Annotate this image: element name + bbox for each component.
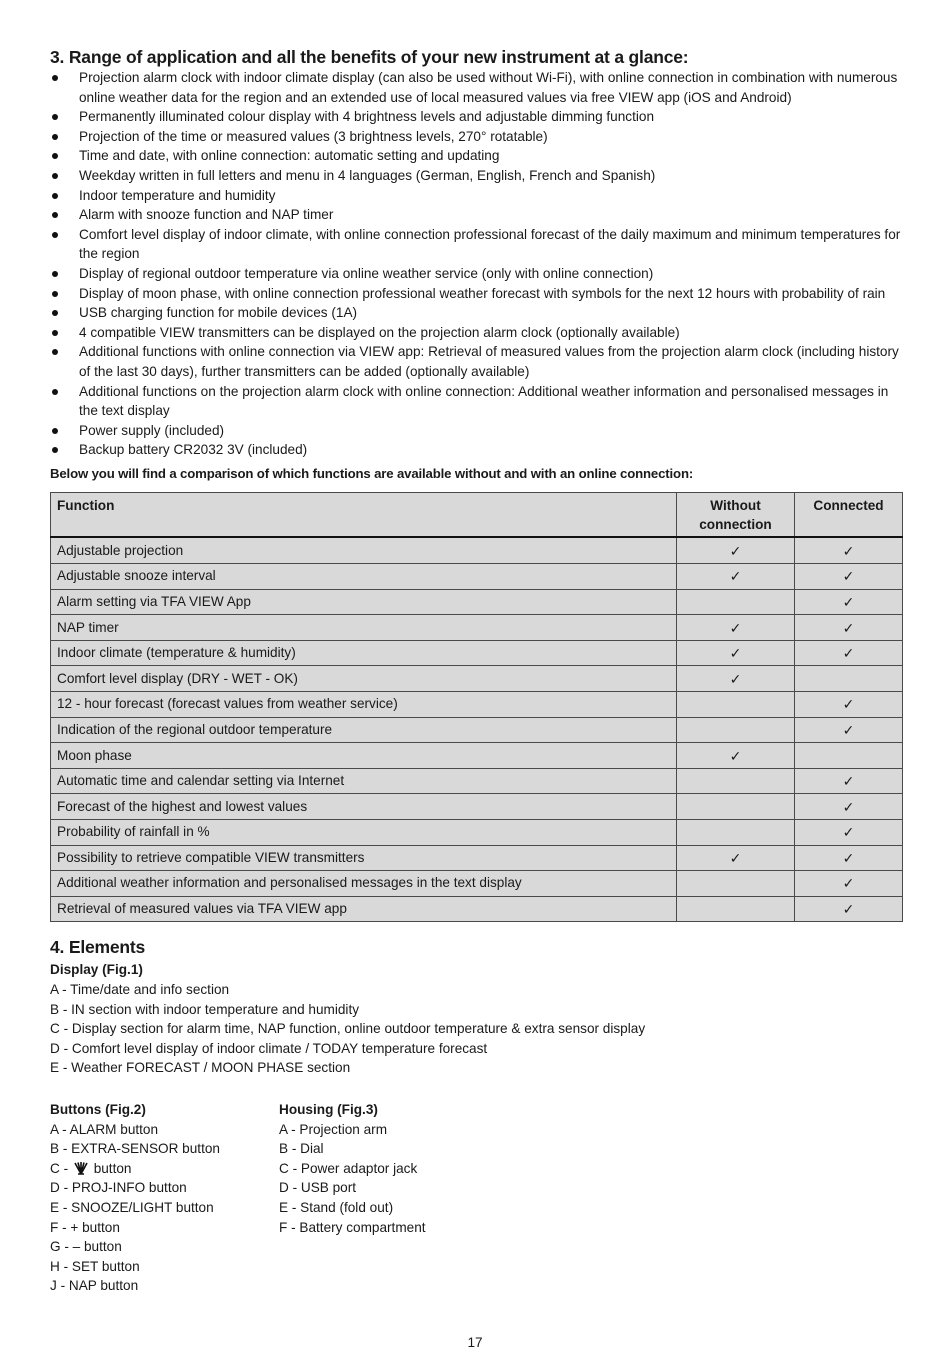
housing-item bbox=[279, 1159, 679, 1179]
header-without-connection: Without connection bbox=[677, 493, 795, 538]
function-cell: Alarm setting via TFA VIEW App bbox=[51, 589, 677, 615]
housing-item-text: A - Projection arm bbox=[279, 1121, 388, 1137]
without-connection-cell bbox=[677, 537, 795, 563]
table-row bbox=[51, 820, 903, 846]
connected-cell bbox=[795, 794, 903, 820]
check-icon: ✓ bbox=[842, 619, 855, 636]
button-item bbox=[50, 1120, 279, 1140]
function-cell: Comfort level display (DRY - WET - OK) bbox=[51, 666, 677, 692]
bullet-dot-icon bbox=[52, 447, 58, 453]
display-item bbox=[50, 1039, 902, 1059]
housing-item-text: D - USB port bbox=[279, 1180, 357, 1196]
without-connection-cell bbox=[677, 692, 795, 718]
comparison-table bbox=[50, 492, 903, 922]
table-row bbox=[51, 896, 903, 922]
table-row bbox=[51, 794, 903, 820]
section-4-title: 4. Elements bbox=[50, 937, 146, 958]
bullet-dot-icon bbox=[52, 114, 58, 120]
benefit-item bbox=[50, 421, 902, 441]
without-connection-cell bbox=[677, 794, 795, 820]
without-connection-cell bbox=[677, 845, 795, 871]
housing-item bbox=[279, 1218, 679, 1238]
check-icon: ✓ bbox=[842, 849, 855, 866]
without-connection-cell bbox=[677, 615, 795, 641]
benefit-item bbox=[50, 127, 902, 147]
bullet-dot-icon bbox=[52, 212, 58, 218]
without-connection-cell bbox=[677, 666, 795, 692]
table-row bbox=[51, 845, 903, 871]
benefit-text: Additional functions on the projection alarm clock with online connection: Additional weather information and personalised messages in the text display bbox=[79, 383, 889, 419]
benefit-text: Permanently illuminated colour display with 4 brightness levels and adjustable dimming function bbox=[79, 109, 655, 125]
bullet-dot-icon bbox=[52, 232, 58, 238]
without-connection-cell bbox=[677, 896, 795, 922]
buttons-column bbox=[50, 1098, 279, 1296]
display-item bbox=[50, 1019, 902, 1039]
function-cell: Retrieval of measured values via TFA VIEW app bbox=[51, 896, 677, 922]
benefit-text: Display of regional outdoor temperature via online weather service (only with online connection) bbox=[79, 265, 654, 281]
housing-item-text: C - Power adaptor jack bbox=[279, 1160, 418, 1176]
table-row bbox=[51, 666, 903, 692]
connected-cell bbox=[795, 871, 903, 897]
benefit-text: Power supply (included) bbox=[79, 422, 225, 438]
housing-item-text: E - Stand (fold out) bbox=[279, 1199, 394, 1215]
display-heading: Display (Fig.1) bbox=[50, 962, 143, 978]
housing-item bbox=[279, 1198, 679, 1218]
display-item-text: E - Weather FORECAST / MOON PHASE section bbox=[50, 1060, 351, 1076]
benefit-item bbox=[50, 107, 902, 127]
check-icon: ✓ bbox=[842, 593, 855, 610]
button-item bbox=[50, 1198, 279, 1218]
benefit-item bbox=[50, 225, 902, 264]
benefit-item bbox=[50, 303, 902, 323]
connected-cell bbox=[795, 666, 903, 692]
connected-cell bbox=[795, 589, 903, 615]
benefit-item bbox=[50, 68, 902, 107]
benefit-item bbox=[50, 146, 902, 166]
projection-rotate-icon bbox=[72, 1161, 90, 1175]
button-item bbox=[50, 1159, 279, 1179]
check-icon: ✓ bbox=[729, 747, 742, 764]
benefit-item bbox=[50, 440, 902, 460]
button-item bbox=[50, 1218, 279, 1238]
button-item-text: F - + button bbox=[50, 1219, 120, 1235]
bullet-dot-icon bbox=[52, 271, 58, 277]
benefit-text: Backup battery CR2032 3V (included) bbox=[79, 442, 308, 458]
function-cell: Adjustable projection bbox=[51, 537, 677, 563]
housing-heading: Housing (Fig.3) bbox=[279, 1101, 378, 1117]
benefit-text: Time and date, with online connection: automatic setting and updating bbox=[79, 148, 500, 164]
housing-item-text: B - Dial bbox=[279, 1141, 324, 1157]
display-item-text: B - IN section with indoor temperature and humidity bbox=[50, 1001, 360, 1017]
button-item-text: J - NAP button bbox=[50, 1278, 139, 1294]
function-cell: Possibility to retrieve compatible VIEW transmitters bbox=[51, 845, 677, 871]
display-item bbox=[50, 1000, 902, 1020]
housing-column bbox=[279, 1098, 679, 1296]
benefit-text: USB charging function for mobile devices (1A) bbox=[79, 305, 358, 321]
housing-item bbox=[279, 1120, 679, 1140]
bullet-dot-icon bbox=[52, 291, 58, 297]
bullet-dot-icon bbox=[52, 349, 58, 355]
button-item-text: B - EXTRA-SENSOR button bbox=[50, 1141, 220, 1157]
benefit-text: Projection of the time or measured values (3 brightness levels, 270° rotatable) bbox=[79, 128, 548, 144]
button-c-suffix: button bbox=[93, 1160, 132, 1176]
function-cell: Probability of rainfall in % bbox=[51, 820, 677, 846]
table-header-row bbox=[51, 493, 903, 538]
button-item-text: C - bbox=[50, 1160, 69, 1176]
benefit-text: Display of moon phase, with online connection professional weather forecast with symbols for the next 12 hours with probability of rain bbox=[79, 285, 886, 301]
check-icon: ✓ bbox=[842, 568, 855, 585]
connected-cell bbox=[795, 820, 903, 846]
check-icon: ✓ bbox=[729, 568, 742, 585]
function-cell: Forecast of the highest and lowest values bbox=[51, 794, 677, 820]
display-item bbox=[50, 1058, 902, 1078]
function-cell: NAP timer bbox=[51, 615, 677, 641]
check-icon: ✓ bbox=[842, 875, 855, 892]
benefit-item bbox=[50, 342, 902, 381]
benefit-item bbox=[50, 382, 902, 421]
function-cell: Indoor climate (temperature & humidity) bbox=[51, 640, 677, 666]
benefit-text: Additional functions with online connection via VIEW app: Retrieval of measured values from the projection alarm clock (including history of the last 30 days), further transmitters can be added (optionally available) bbox=[79, 344, 899, 379]
housing-item-text: F - Battery compartment bbox=[279, 1219, 426, 1235]
function-cell: Moon phase bbox=[51, 743, 677, 769]
benefit-item bbox=[50, 186, 902, 206]
section-4 bbox=[50, 936, 902, 1296]
check-icon: ✓ bbox=[842, 798, 855, 815]
benefit-text: Projection alarm clock with indoor climate display (can also be used without Wi-Fi), with online connection in combination with numerous online weather data for the region and an extended use of local measured values via free VIEW app (iOS and Android) bbox=[79, 70, 898, 105]
table-row bbox=[51, 615, 903, 641]
bullet-dot-icon bbox=[52, 389, 58, 395]
table-row bbox=[51, 564, 903, 590]
comparison-intro: Below you will find a comparison of which functions are available without and with an online connection: bbox=[50, 465, 694, 481]
check-icon: ✓ bbox=[729, 849, 742, 866]
without-connection-cell bbox=[677, 768, 795, 794]
check-icon: ✓ bbox=[842, 542, 855, 559]
page-number: 17 bbox=[467, 1335, 483, 1350]
check-icon: ✓ bbox=[729, 619, 742, 636]
connected-cell bbox=[795, 743, 903, 769]
without-connection-cell bbox=[677, 871, 795, 897]
function-cell: 12 - hour forecast (forecast values from weather service) bbox=[51, 692, 677, 718]
table-row bbox=[51, 589, 903, 615]
table-row bbox=[51, 743, 903, 769]
display-item-text: D - Comfort level display of indoor climate / TODAY temperature forecast bbox=[50, 1040, 488, 1056]
function-cell: Adjustable snooze interval bbox=[51, 564, 677, 590]
bullet-dot-icon bbox=[52, 193, 58, 199]
benefit-text: Indoor temperature and humidity bbox=[79, 187, 276, 203]
benefit-item bbox=[50, 166, 902, 186]
button-item-text: D - PROJ-INFO button bbox=[50, 1180, 187, 1196]
benefits-list bbox=[50, 68, 902, 460]
table-row bbox=[51, 640, 903, 666]
connected-cell bbox=[795, 896, 903, 922]
housing-item bbox=[279, 1178, 679, 1198]
bullet-dot-icon bbox=[52, 428, 58, 434]
bullet-dot-icon bbox=[52, 173, 58, 179]
button-item bbox=[50, 1237, 279, 1257]
header-connected: Connected bbox=[795, 493, 903, 538]
button-item-text: E - SNOOZE/LIGHT button bbox=[50, 1199, 214, 1215]
check-icon: ✓ bbox=[842, 645, 855, 662]
bullet-dot-icon bbox=[52, 75, 58, 81]
check-icon: ✓ bbox=[729, 645, 742, 662]
buttons-heading: Buttons (Fig.2) bbox=[50, 1101, 146, 1117]
section-3-title: 3. Range of application and all the benefits of your new instrument at a glance: bbox=[50, 47, 689, 67]
benefit-item bbox=[50, 323, 902, 343]
header-function: Function bbox=[51, 493, 677, 538]
connected-cell bbox=[795, 537, 903, 563]
benefit-item bbox=[50, 205, 902, 225]
button-item-text: G - – button bbox=[50, 1239, 122, 1255]
button-item bbox=[50, 1178, 279, 1198]
check-icon: ✓ bbox=[842, 773, 855, 790]
connected-cell bbox=[795, 692, 903, 718]
check-icon: ✓ bbox=[842, 696, 855, 713]
connected-cell bbox=[795, 615, 903, 641]
check-icon: ✓ bbox=[729, 542, 742, 559]
bullet-dot-icon bbox=[52, 134, 58, 140]
button-item bbox=[50, 1257, 279, 1277]
housing-list bbox=[279, 1120, 679, 1238]
display-item bbox=[50, 980, 902, 1000]
bullet-dot-icon bbox=[52, 153, 58, 159]
without-connection-cell bbox=[677, 640, 795, 666]
function-cell: Indication of the regional outdoor temperature bbox=[51, 717, 677, 743]
button-item-text: A - ALARM button bbox=[50, 1121, 159, 1137]
function-cell: Additional weather information and personalised messages in the text display bbox=[51, 871, 677, 897]
page-content bbox=[50, 46, 902, 1296]
benefit-text: 4 compatible VIEW transmitters can be displayed on the projection alarm clock (optionally available) bbox=[79, 324, 680, 340]
benefit-text: Weekday written in full letters and menu in 4 languages (German, English, French and Spanish) bbox=[79, 167, 656, 183]
bullet-dot-icon bbox=[52, 330, 58, 336]
connected-cell bbox=[795, 640, 903, 666]
check-icon: ✓ bbox=[729, 670, 742, 687]
button-item bbox=[50, 1276, 279, 1296]
check-icon: ✓ bbox=[842, 721, 855, 738]
button-item bbox=[50, 1139, 279, 1159]
without-connection-cell bbox=[677, 717, 795, 743]
display-item-text: C - Display section for alarm time, NAP function, online outdoor temperature & extra sensor display bbox=[50, 1021, 646, 1037]
benefit-item bbox=[50, 284, 902, 304]
table-row bbox=[51, 871, 903, 897]
display-item-text: A - Time/date and info section bbox=[50, 981, 230, 997]
without-connection-cell bbox=[677, 564, 795, 590]
benefit-text: Alarm with snooze function and NAP timer bbox=[79, 207, 334, 223]
without-connection-cell bbox=[677, 820, 795, 846]
table-row bbox=[51, 768, 903, 794]
benefit-text: Comfort level display of indoor climate, with online connection professional forecast of the daily maximum and minimum temperatures for the region bbox=[79, 226, 901, 262]
table-row bbox=[51, 692, 903, 718]
buttons-list bbox=[50, 1120, 279, 1296]
connected-cell bbox=[795, 768, 903, 794]
function-cell: Automatic time and calendar setting via Internet bbox=[51, 768, 677, 794]
bullet-dot-icon bbox=[52, 310, 58, 316]
check-icon: ✓ bbox=[842, 901, 855, 918]
table-row bbox=[51, 537, 903, 563]
without-connection-cell bbox=[677, 743, 795, 769]
table-row bbox=[51, 717, 903, 743]
benefit-item bbox=[50, 264, 902, 284]
button-item-text: H - SET button bbox=[50, 1258, 140, 1274]
connected-cell bbox=[795, 564, 903, 590]
without-connection-cell bbox=[677, 589, 795, 615]
connected-cell bbox=[795, 845, 903, 871]
connected-cell bbox=[795, 717, 903, 743]
check-icon: ✓ bbox=[842, 824, 855, 841]
housing-item bbox=[279, 1139, 679, 1159]
display-list bbox=[50, 980, 902, 1078]
